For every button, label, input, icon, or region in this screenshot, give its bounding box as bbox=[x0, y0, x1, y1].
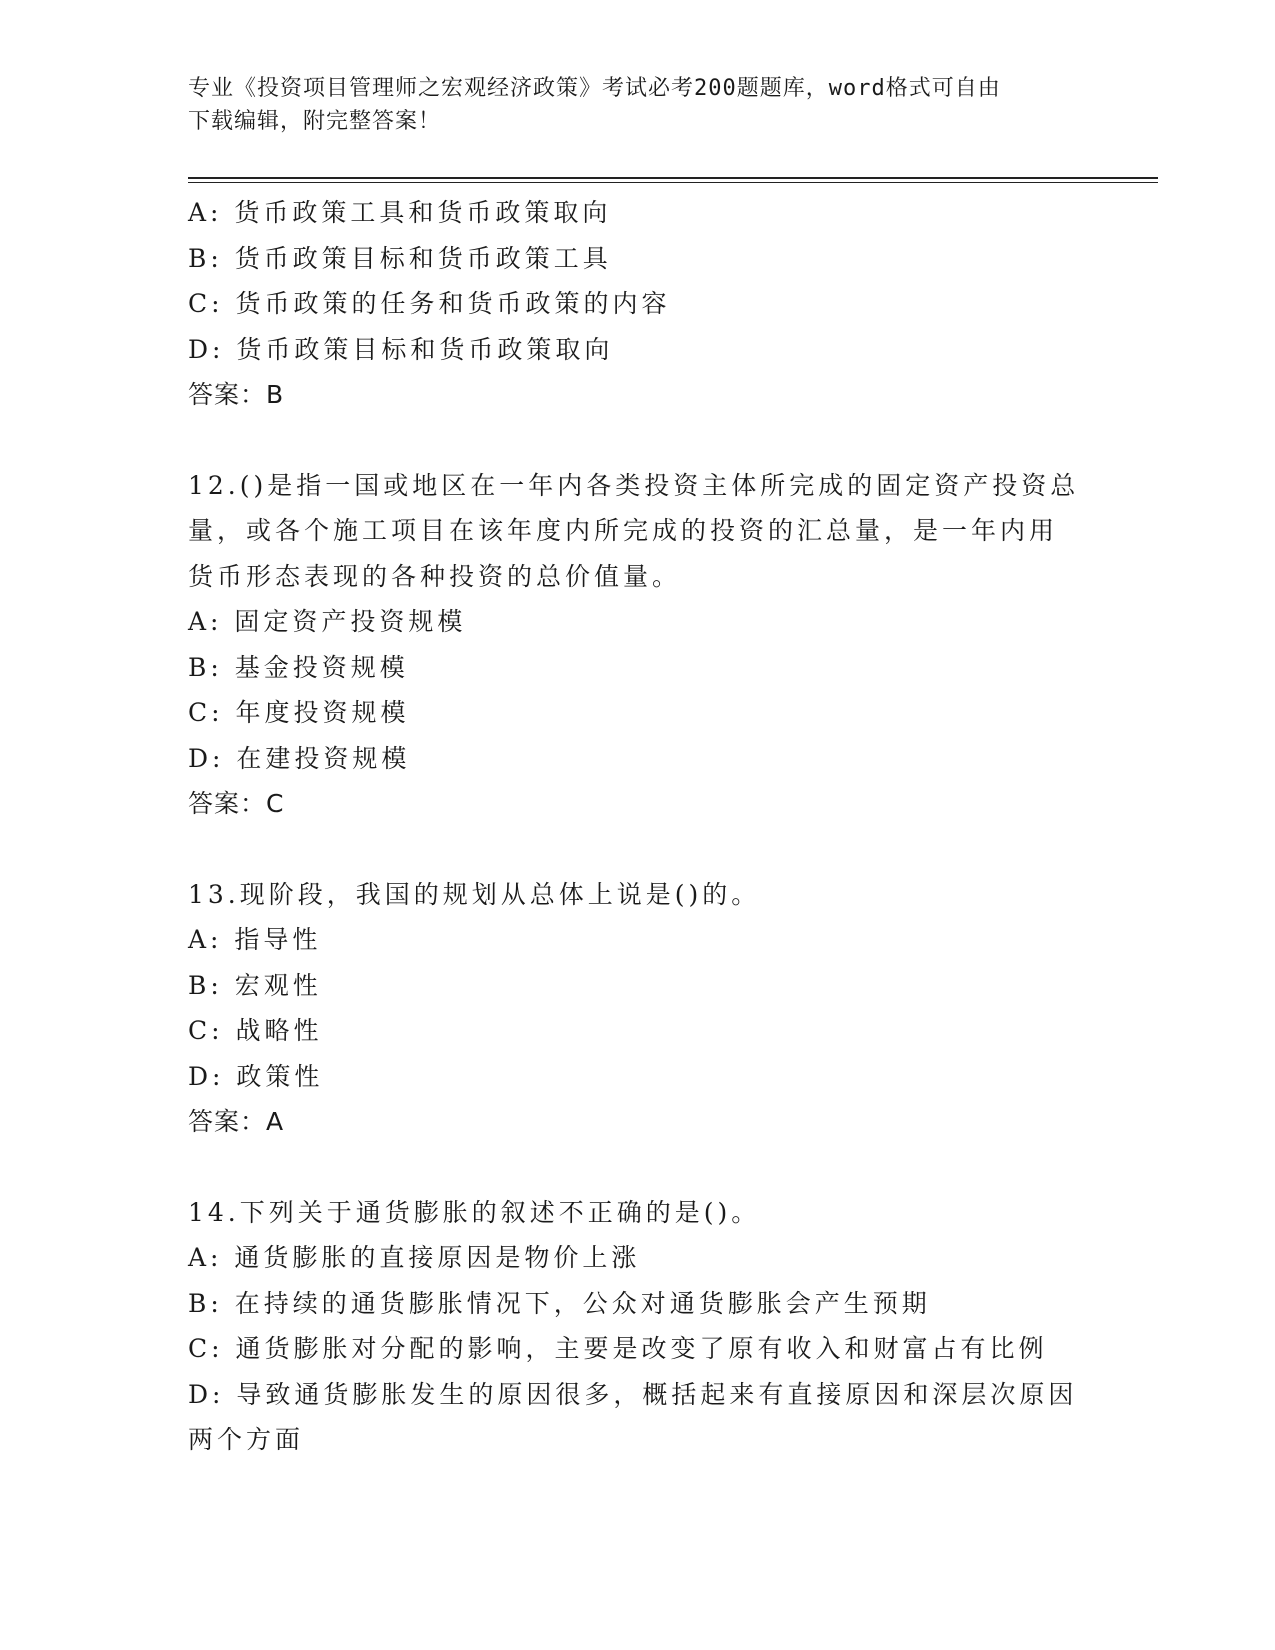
option-b: B: 在持续的通货膨胀情况下，公众对通货膨胀会产生预期 bbox=[188, 1288, 931, 1318]
option-c: C: 通货膨胀对分配的影响，主要是改变了原有收入和财富占有比例 bbox=[188, 1334, 1048, 1363]
question-13 bbox=[188, 872, 1088, 1145]
option-b: B: 基金投资规模 bbox=[188, 652, 409, 682]
option-d-continued: 两个方面 bbox=[188, 1425, 305, 1454]
page-header bbox=[188, 72, 1088, 138]
question-12 bbox=[188, 463, 1088, 827]
option-b: B: 货币政策目标和货币政策工具 bbox=[188, 243, 612, 273]
document-body bbox=[188, 190, 1088, 1463]
option-a: A: 货币政策工具和货币政策取向 bbox=[188, 198, 612, 227]
question-stem: 14.下列关于通货膨胀的叙述不正确的是()。 bbox=[188, 1197, 761, 1227]
question-stem-line-3: 货币形态表现的各种投资的总价值量。 bbox=[188, 561, 682, 591]
option-d: D: 导致通货膨胀发生的原因很多，概括起来有直接原因和深层次原因 bbox=[188, 1379, 1078, 1409]
option-a: A: 指导性 bbox=[188, 925, 322, 954]
answer: 答案：B bbox=[188, 380, 285, 409]
question-14 bbox=[188, 1190, 1088, 1463]
answer: 答案：A bbox=[188, 1107, 285, 1136]
header-divider-thin bbox=[188, 182, 1158, 183]
option-b: B: 宏观性 bbox=[188, 970, 322, 1000]
question-stem-line-1: 12.()是指一国或地区在一年内各类投资主体所完成的固定资产投资总 bbox=[188, 470, 1080, 500]
header-line-2: 下载编辑，附完整答案！ bbox=[188, 109, 442, 134]
option-a: A: 固定资产投资规模 bbox=[188, 607, 467, 636]
question-11 bbox=[188, 190, 1088, 418]
option-a: A: 通货膨胀的直接原因是物价上涨 bbox=[188, 1243, 641, 1272]
header-line-1: 专业《投资项目管理师之宏观经济政策》考试必考200题题库，word格式可自由 bbox=[188, 76, 1001, 101]
option-d: D: 在建投资规模 bbox=[188, 743, 411, 773]
option-c: C: 年度投资规模 bbox=[188, 698, 410, 727]
header-divider bbox=[188, 177, 1158, 179]
question-stem: 13.现阶段，我国的规划从总体上说是()的。 bbox=[188, 879, 761, 909]
option-d: D: 货币政策目标和货币政策取向 bbox=[188, 334, 614, 364]
option-d: D: 政策性 bbox=[188, 1061, 324, 1091]
option-c: C: 战略性 bbox=[188, 1016, 323, 1045]
question-stem-line-2: 量，或各个施工项目在该年度内所完成的投资的汇总量，是一年内用 bbox=[188, 516, 1059, 545]
answer: 答案：C bbox=[188, 789, 285, 818]
option-c: C: 货币政策的任务和货币政策的内容 bbox=[188, 289, 671, 318]
